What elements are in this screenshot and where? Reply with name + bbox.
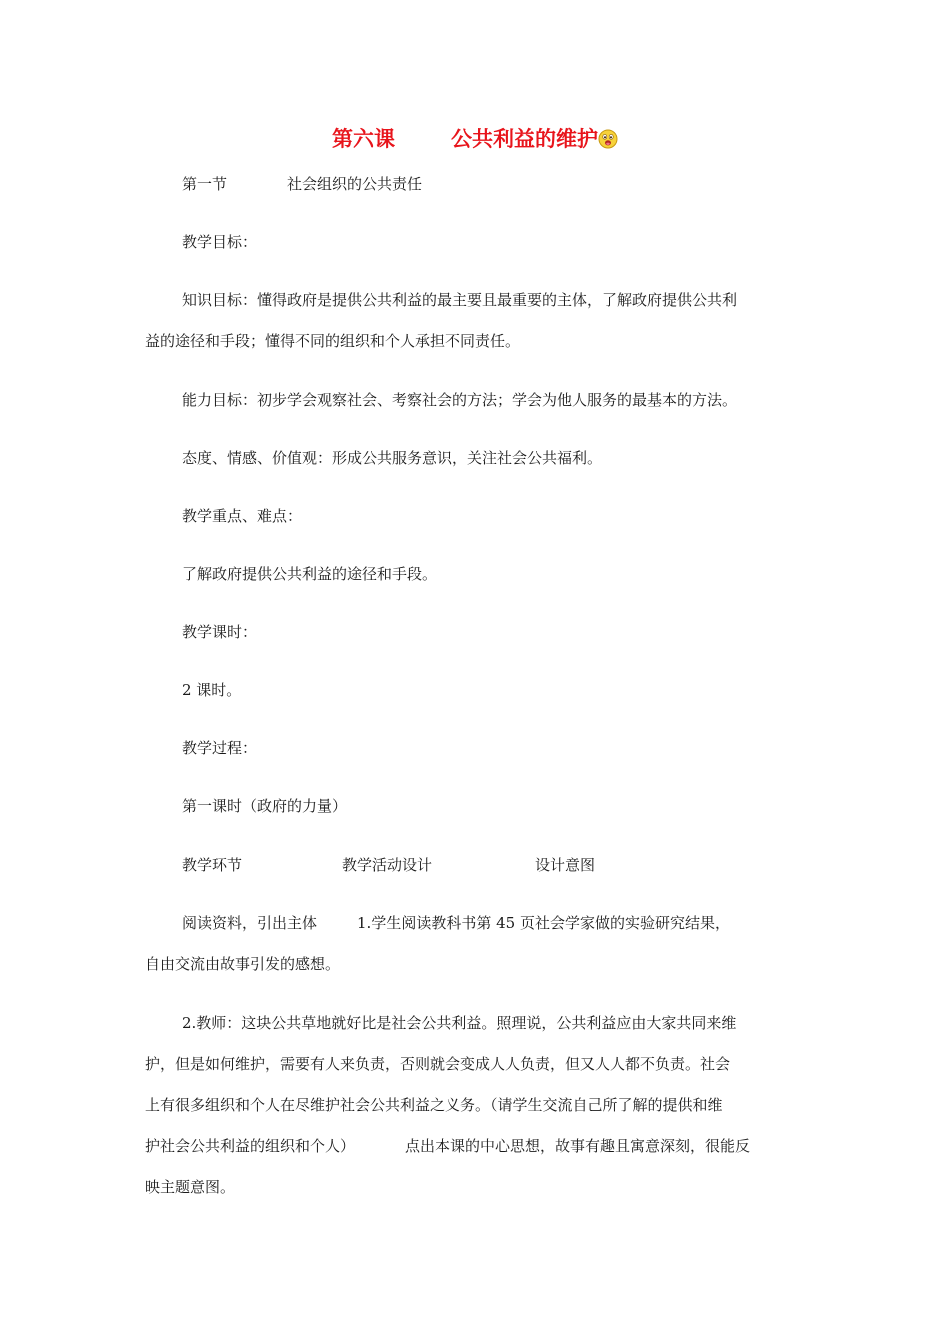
smiley-emoji-icon — [598, 129, 618, 149]
key-points: 了解政府提供公共利益的途径和手段。 — [182, 565, 438, 583]
reading-stage: 阅读资料，引出主体 — [182, 914, 318, 932]
attitude-goal: 态度、情感、价值观：形成公共服务意识，关注社会公共福利。 — [182, 449, 603, 467]
table-header-intent: 设计意图 — [535, 856, 596, 874]
section-heading — [145, 164, 847, 204]
table-header-activity: 教学活动设计 — [342, 856, 433, 874]
table-header-stage: 教学环节 — [182, 856, 243, 874]
lesson-title — [0, 124, 950, 154]
teacher-block — [145, 1003, 810, 1208]
teacher-line: 映主题意图。 — [145, 1178, 236, 1196]
ability-goal: 能力目标：初步学会观察社会、考察社会的方法；学会为他人服务的最基本的方法。 — [182, 391, 738, 409]
knowledge-goal-line: 益的途径和手段；懂得不同的组织和个人承担不同责任。 — [145, 332, 521, 350]
teacher-line: 护，但是如何维护，需要有人来负责，否则就会变成人人负责，但又人人都不负责。社会 — [145, 1055, 731, 1073]
teacher-line: 上有很多组织和个人在尽维护社会公共利益之义务。（请学生交流自己所了解的提供和维 — [145, 1096, 723, 1114]
first-lesson-heading: 第一课时（政府的力量） — [182, 797, 348, 815]
knowledge-goal-line: 知识目标：懂得政府是提供公共利益的最主要且最重要的主体，了解政府提供公共利 — [182, 291, 738, 309]
teacher-line — [145, 1126, 810, 1167]
lesson-topic: 公共利益的维护 — [451, 127, 598, 151]
hours-value: 2 课时。 — [182, 681, 242, 699]
hours-heading: 教学课时： — [182, 623, 258, 641]
reading-line — [145, 903, 810, 944]
reading-activity: 1.学生阅读教科书第 45 页社会学家做的实验研究结果， — [357, 914, 730, 932]
teacher-intent: 点出本课的中心思想，故事有趣且寓意深刻，很能反 — [405, 1137, 751, 1155]
process-heading: 教学过程： — [182, 739, 258, 757]
teacher-line-part: 护社会公共利益的组织和个人） — [145, 1137, 356, 1155]
knowledge-goal — [145, 280, 810, 362]
section-name: 社会组织的公共责任 — [287, 175, 423, 193]
section-label: 第一节 — [182, 175, 228, 193]
reading-line: 自由交流由故事引发的感想。 — [145, 955, 341, 973]
goals-heading: 教学目标： — [182, 233, 258, 251]
reading-block — [145, 903, 810, 985]
teacher-line: 2.教师：这块公共草地就好比是社会公共利益。照理说，公共利益应由大家共同来维 — [182, 1014, 737, 1032]
lesson-number: 第六课 — [332, 127, 395, 151]
key-points-heading: 教学重点、难点： — [182, 507, 303, 525]
